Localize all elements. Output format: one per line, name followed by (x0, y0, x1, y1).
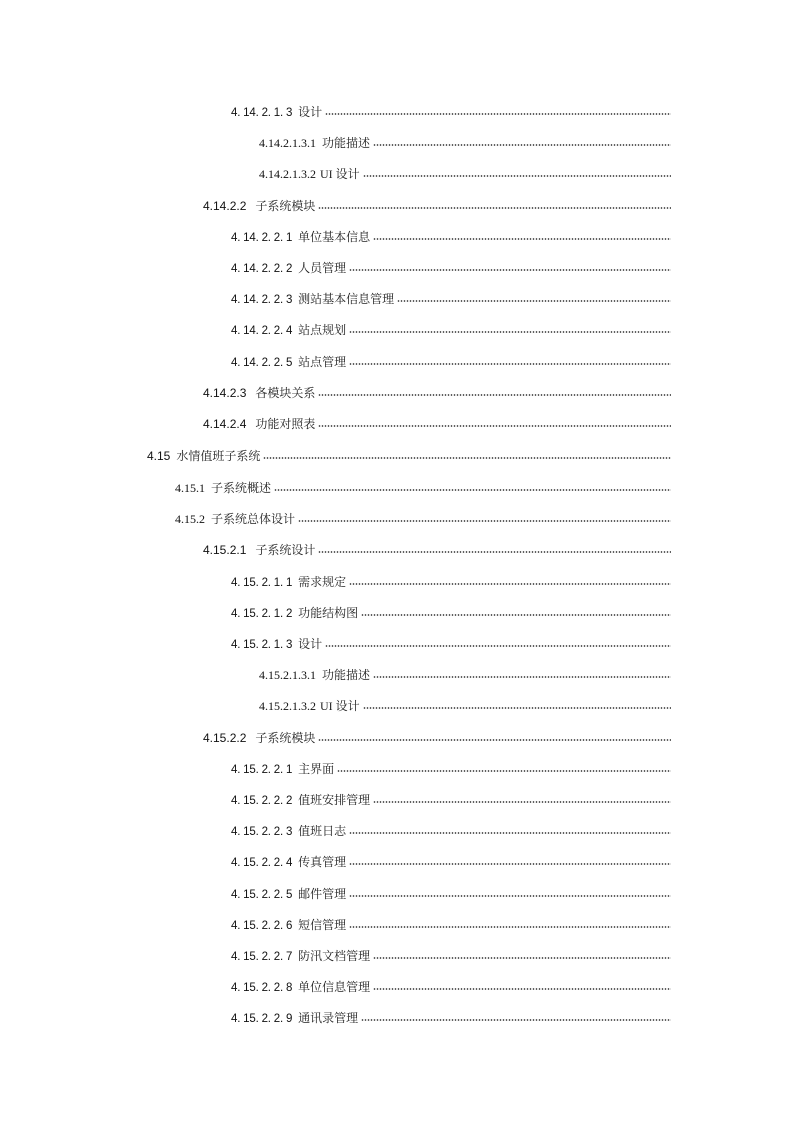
toc-entry-number: 4. 15. 2. 1. 3 (231, 639, 293, 651)
dot-leader (325, 113, 671, 115)
toc-entry-number: 4. 15. 2. 2. 6 (231, 919, 293, 932)
toc-entry-number: 4. 14. 2. 2. 4 (231, 325, 293, 338)
toc-entry[interactable] (0, 660, 671, 691)
dot-leader (318, 551, 671, 553)
dot-leader (298, 520, 671, 522)
toc-entry-title: 短信管理 (298, 917, 347, 932)
toc-entry-title: 设计 (298, 637, 323, 651)
toc-entry[interactable] (0, 159, 671, 190)
toc-entry-title: 主界面 (298, 761, 335, 776)
toc-entry[interactable] (0, 567, 671, 598)
dot-leader (373, 801, 671, 803)
toc-entry-number: 4. 15. 2. 2. 8 (231, 982, 293, 995)
dot-leader (337, 770, 671, 772)
toc-entry[interactable] (0, 691, 671, 722)
dot-leader (318, 739, 671, 741)
dot-leader (361, 614, 671, 616)
toc-entry-title: 防汛文档管理 (298, 948, 371, 963)
dot-leader (349, 269, 671, 271)
toc-entry-number: 4. 15. 2. 1. 1 (231, 576, 293, 589)
toc-entry-title: 功能对照表 (255, 416, 316, 431)
dot-leader (318, 425, 671, 427)
toc-entry-title: 单位基本信息 (298, 229, 371, 244)
toc-entry-title: 设计 (298, 105, 323, 119)
toc-entry[interactable] (0, 253, 671, 284)
toc-entry-number: 4. 14. 2. 2. 5 (231, 356, 293, 369)
dot-leader (318, 207, 671, 209)
dot-leader (373, 676, 671, 678)
dot-leader (349, 331, 671, 333)
dot-leader (349, 895, 671, 897)
toc-entry-title: 子系统设计 (255, 543, 316, 558)
toc-entry[interactable] (0, 785, 671, 816)
toc-entry[interactable] (0, 473, 671, 504)
table-of-contents (0, 97, 671, 1034)
toc-entry-title: 功能描述 (322, 668, 371, 683)
toc-entry-number: 4. 14. 2. 2. 3 (231, 294, 293, 307)
toc-entry-number: 4.15.2.1 (203, 543, 247, 558)
dot-leader (349, 863, 671, 865)
dot-leader (363, 707, 671, 709)
toc-entry-number: 4. 15. 2. 2. 2 (231, 794, 293, 807)
toc-entry-title: 值班安排管理 (298, 792, 371, 807)
toc-entry[interactable] (0, 504, 671, 535)
toc-entry[interactable] (0, 754, 671, 785)
toc-entry-number: 4. 15. 2. 2. 7 (231, 950, 293, 963)
dot-leader (361, 1019, 671, 1021)
toc-entry-number: 4.15.2.1.3.1 (259, 668, 316, 683)
dot-leader (373, 144, 671, 146)
toc-entry-title: 测站基本信息管理 (298, 292, 395, 307)
toc-entry-number: 4.14.2.3 (203, 385, 247, 400)
toc-entry-title: 子系统总体设计 (211, 512, 296, 527)
toc-entry-number: 4. 14. 2. 1. 3 (231, 107, 293, 119)
toc-entry[interactable] (0, 816, 671, 847)
toc-entry[interactable] (0, 128, 671, 159)
dot-leader (373, 238, 671, 240)
dot-leader (373, 988, 671, 990)
toc-entry-number: 4.15.2 (175, 512, 205, 527)
toc-entry-title: 站点管理 (298, 354, 347, 369)
toc-entry-number: 4.15.1 (175, 481, 205, 496)
toc-entry-title: 单位信息管理 (298, 980, 371, 995)
toc-entry-number: 4.14.2.2 (203, 198, 247, 213)
toc-entry-title: UI 设计 (320, 699, 360, 714)
toc-entry[interactable] (0, 972, 671, 1003)
toc-entry-title: 需求规定 (298, 574, 347, 589)
toc-entry[interactable] (0, 910, 671, 941)
toc-entry-number: 4.14.2.1.3.1 (259, 136, 316, 151)
toc-entry[interactable] (0, 723, 671, 754)
dot-leader (349, 832, 671, 834)
toc-entry-number: 4.15.2.2 (203, 730, 247, 745)
toc-entry-title: 水情值班子系统 (176, 449, 261, 464)
toc-entry-title: 值班日志 (298, 824, 347, 839)
toc-entry-number: 4. 15. 2. 2. 4 (231, 857, 293, 870)
toc-entry-title: 各模块关系 (255, 385, 316, 400)
toc-entry[interactable] (0, 879, 671, 910)
toc-entry-title: 邮件管理 (298, 886, 347, 901)
dot-leader (373, 957, 671, 959)
toc-entry-title: 人员管理 (298, 260, 347, 275)
toc-entry-title: 功能描述 (322, 136, 371, 151)
toc-entry-title: 子系统模块 (255, 198, 316, 213)
toc-entry-number: 4. 14. 2. 2. 2 (231, 262, 293, 275)
toc-entry-title: 子系统概述 (211, 481, 272, 496)
toc-entry-title: 功能结构图 (298, 605, 359, 620)
toc-entry[interactable] (0, 222, 671, 253)
dot-leader (349, 583, 671, 585)
toc-entry-number: 4.15 (147, 449, 171, 464)
toc-entry[interactable] (0, 598, 671, 629)
toc-entry[interactable] (0, 409, 671, 440)
toc-entry-number: 4. 15. 2. 2. 5 (231, 888, 293, 901)
toc-entry[interactable] (0, 347, 671, 378)
toc-entry-number: 4.15.2.1.3.2 (259, 699, 316, 714)
dot-leader (349, 926, 671, 928)
toc-entry[interactable] (0, 191, 671, 222)
toc-entry-number: 4.14.2.1.3.2 (259, 167, 316, 182)
toc-entry-number: 4. 15. 2. 2. 3 (231, 826, 293, 839)
toc-entry-title: UI 设计 (320, 167, 360, 182)
toc-entry-title: 子系统模块 (255, 730, 316, 745)
toc-entry[interactable] (0, 629, 671, 660)
toc-entry[interactable] (0, 97, 671, 128)
toc-entry[interactable] (0, 440, 671, 473)
toc-entry[interactable] (0, 1003, 671, 1034)
toc-entry[interactable] (0, 941, 671, 972)
toc-entry-title: 通讯录管理 (298, 1011, 359, 1026)
dot-leader (274, 489, 671, 491)
toc-entry[interactable] (0, 315, 671, 346)
toc-entry[interactable] (0, 284, 671, 315)
dot-leader (349, 363, 671, 365)
toc-entry[interactable] (0, 378, 671, 409)
toc-entry-number: 4. 15. 2. 1. 2 (231, 607, 293, 620)
dot-leader (318, 394, 671, 396)
toc-entry-title: 站点规划 (298, 323, 347, 338)
toc-entry-number: 4. 14. 2. 2. 1 (231, 231, 293, 244)
dot-leader (263, 457, 671, 459)
toc-entry[interactable] (0, 847, 671, 878)
toc-entry-number: 4. 15. 2. 2. 9 (231, 1013, 293, 1026)
toc-entry-title: 传真管理 (298, 855, 347, 870)
toc-entry-number: 4. 15. 2. 2. 1 (231, 763, 293, 776)
dot-leader (363, 175, 671, 177)
dot-leader (325, 645, 671, 647)
dot-leader (397, 300, 671, 302)
toc-entry[interactable] (0, 535, 671, 566)
toc-entry-number: 4.14.2.4 (203, 416, 247, 431)
